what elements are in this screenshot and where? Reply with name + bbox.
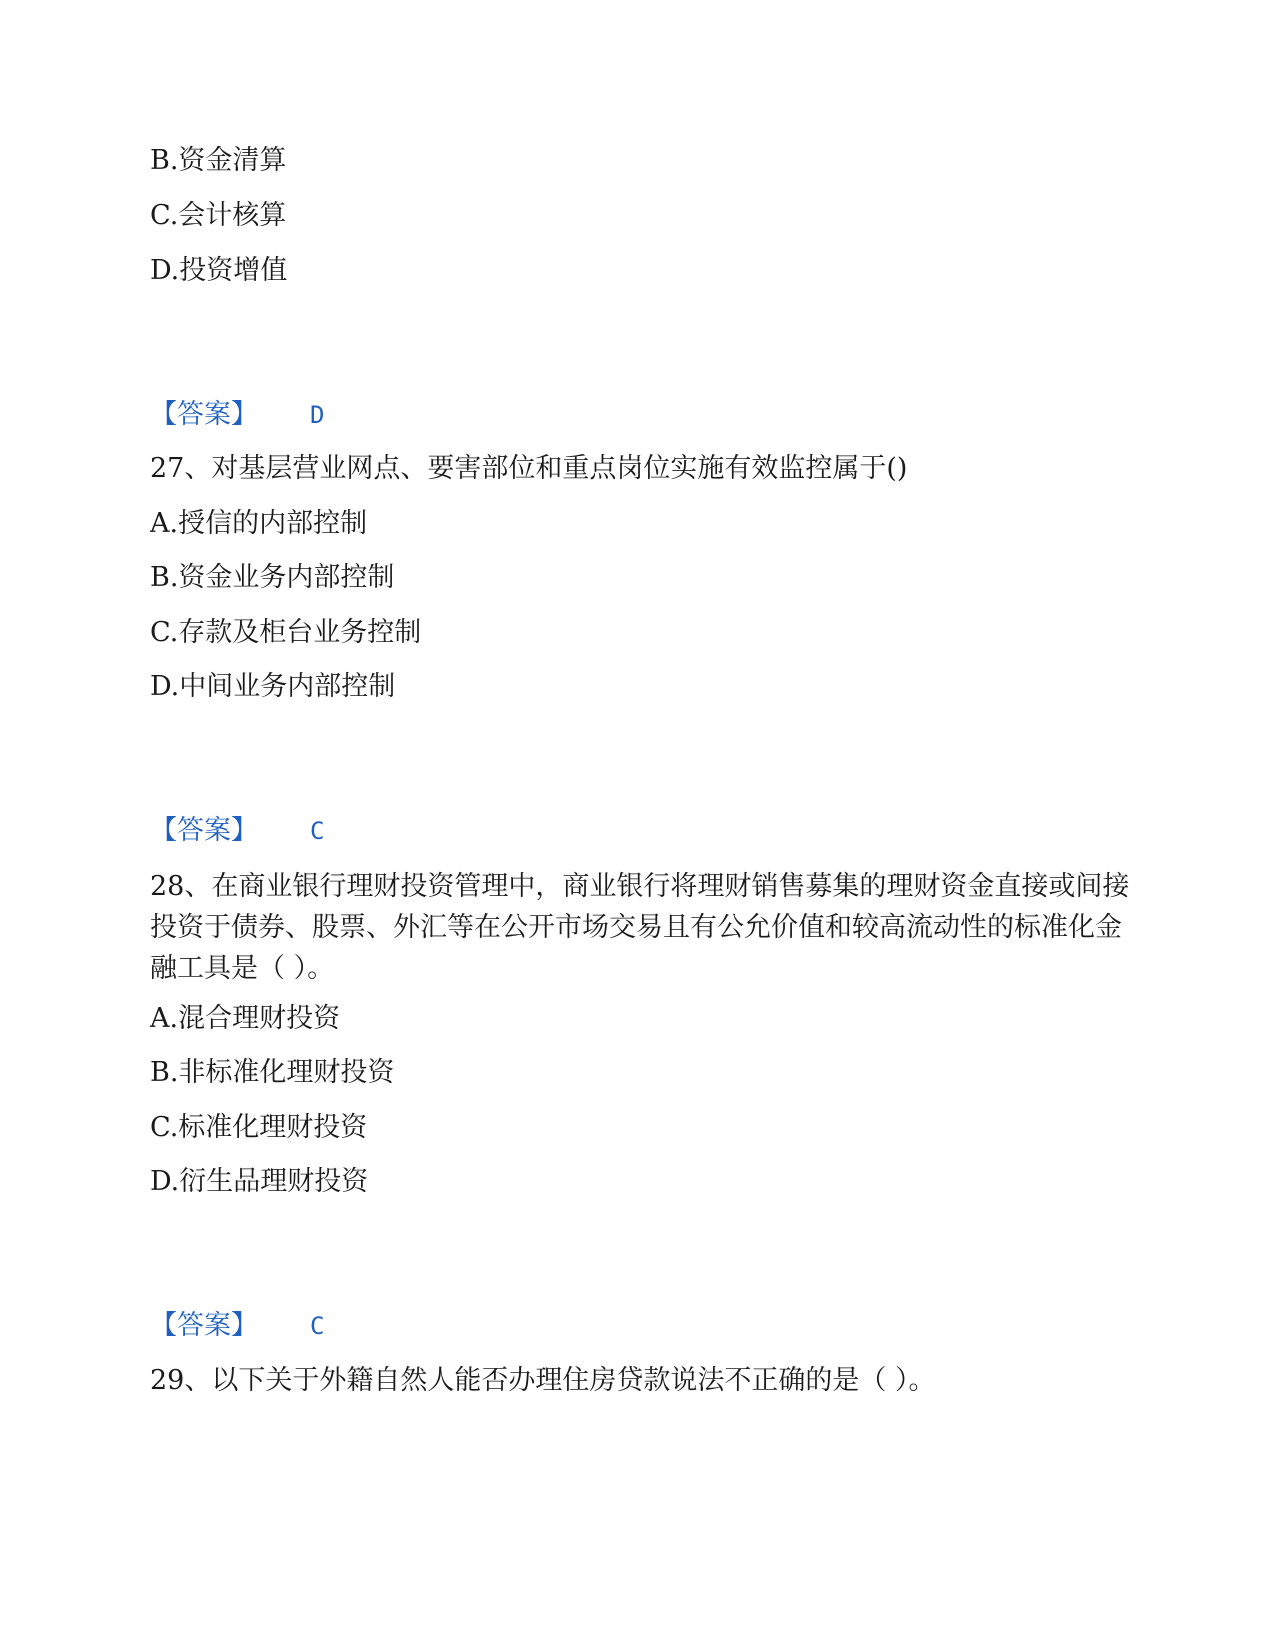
answer-value: C [310, 1312, 325, 1340]
option-d: D.衍生品理财投资 [150, 1166, 369, 1197]
option-b: B.资金清算 [150, 145, 287, 176]
option-d: D.投资增值 [150, 255, 288, 286]
answer-tag: 【答案】 [150, 399, 258, 430]
option-b: B.资金业务内部控制 [150, 562, 395, 593]
answer-value: D [310, 401, 325, 429]
answer-value: C [310, 817, 325, 845]
option-a: A.混合理财投资 [150, 1003, 341, 1034]
option-a: A.授信的内部控制 [150, 508, 368, 539]
answer-tag: 【答案】 [150, 1310, 258, 1341]
answer-line [150, 816, 324, 846]
option-c: C.会计核算 [150, 200, 287, 231]
answer-tag: 【答案】 [150, 815, 258, 846]
question-28-text: 28、在商业银行理财投资管理中，商业银行将理财销售募集的理财资金直接或间接投资于债券、股票、外汇等在公开市场交易且有公允价值和较高流动性的标准化金融工具是（ ）。 [150, 871, 1130, 984]
option-d: D.中间业务内部控制 [150, 671, 396, 702]
option-c: C.标准化理财投资 [150, 1112, 368, 1143]
question-27-text: 27、对基层营业网点、要害部位和重点岗位实施有效监控属于() [150, 453, 908, 484]
answer-line [150, 400, 324, 430]
option-b: B.非标准化理财投资 [150, 1057, 395, 1088]
question-29-text: 29、以下关于外籍自然人能否办理住房贷款说法不正确的是（ ）。 [150, 1365, 936, 1396]
option-c: C.存款及柜台业务控制 [150, 617, 422, 648]
answer-line [150, 1311, 324, 1341]
